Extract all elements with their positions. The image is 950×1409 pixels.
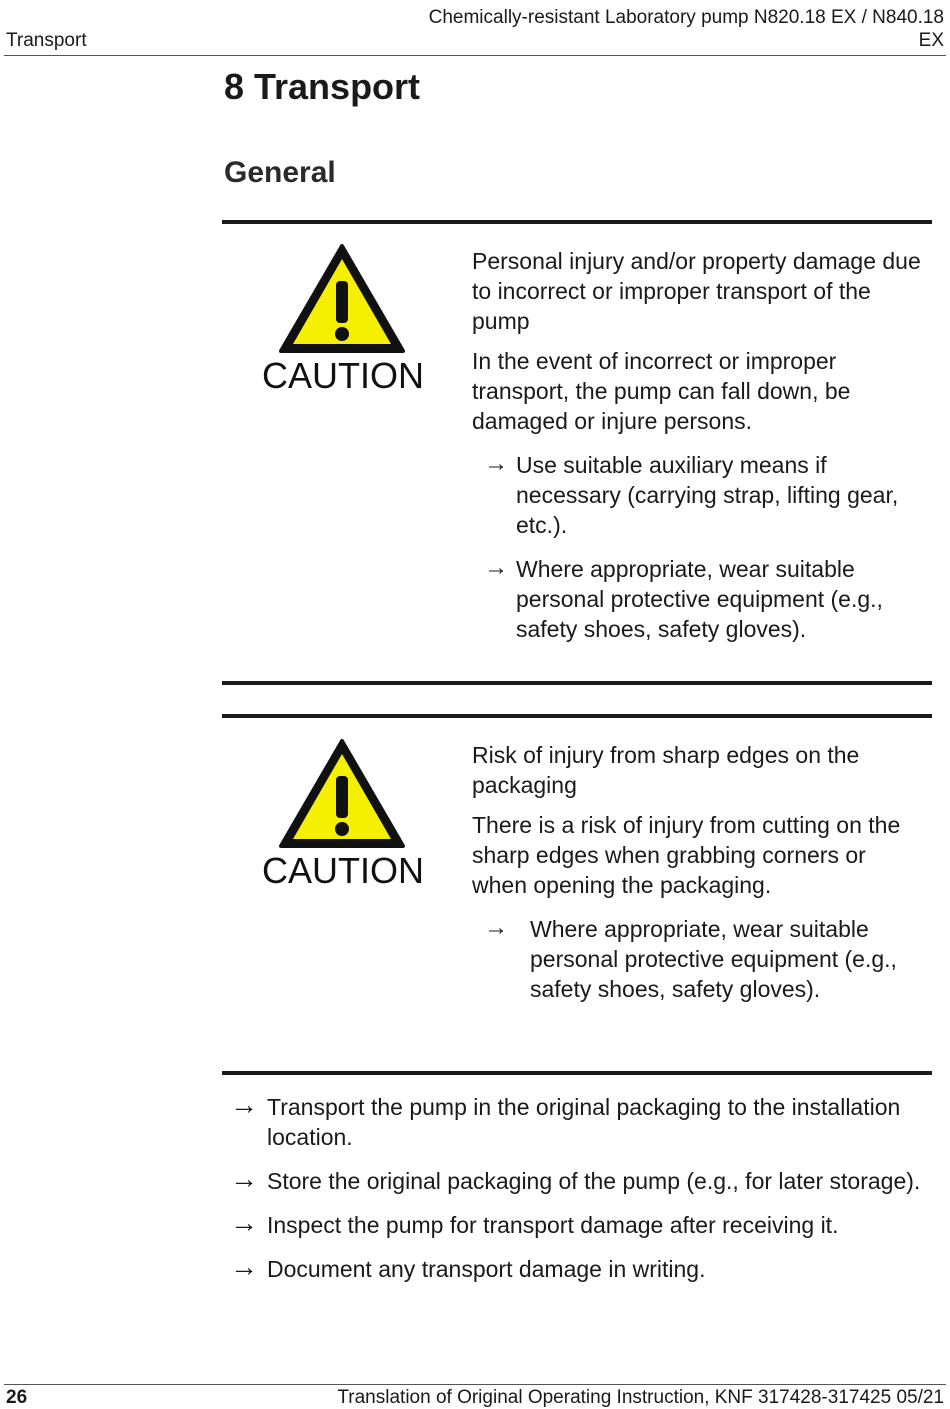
warning-1-top-rule	[222, 220, 932, 224]
footer-text: Translation of Original Operating Instruction, KNF 317428-317425 05/21	[337, 1387, 944, 1408]
warning-1-description: In the event of incorrect or improper transport, the pump can fall down, be damaged or injure persons.	[472, 348, 851, 434]
warning-1-step-text: Use suitable auxiliary means if necessary (carrying strap, lifting gear, etc.).	[516, 452, 899, 538]
warning-1-bottom-rule	[222, 681, 932, 685]
list-item-text: Store the original packaging of the pump (e.g., for later storage).	[267, 1168, 921, 1194]
warning-1-step-text: Where appropriate, wear suitable personal protective equipment (e.g., safety shoes, safety gloves).	[516, 556, 883, 642]
instruction-list	[230, 1089, 930, 1298]
header-title-line2: EX	[918, 30, 944, 51]
arrow-icon: →	[484, 914, 508, 941]
section-subheading: General	[224, 156, 336, 189]
header-section: Transport	[6, 30, 87, 51]
list-item	[230, 1251, 930, 1284]
caution-label: CAUTION	[262, 355, 424, 396]
arrow-icon: →	[230, 1163, 258, 1194]
warning-2-step-text: Where appropriate, wear suitable personal protective equipment (e.g., safety shoes, safety gloves).	[530, 916, 897, 1002]
list-item-text: Transport the pump in the original packaging to the installation location.	[267, 1094, 901, 1150]
warning-triangle-icon	[278, 243, 406, 355]
warning-2-description: There is a risk of injury from cutting on the sharp edges when grabbing corners or when opening the packaging.	[472, 812, 901, 898]
arrow-icon: →	[230, 1207, 258, 1238]
warning-1-step	[472, 450, 922, 540]
header-divider	[4, 55, 946, 56]
list-item	[230, 1089, 930, 1152]
warning-1-title: Personal injury and/or property damage due to incorrect or improper transport of the pump	[472, 248, 921, 334]
warning-2-step	[472, 914, 922, 1004]
warning-2-bottom-rule	[222, 1071, 932, 1075]
header-title	[429, 6, 944, 52]
caution-label: CAUTION	[262, 850, 424, 891]
warning-triangle-icon	[278, 738, 406, 850]
chapter-title: 8 Transport	[224, 66, 421, 107]
warning-2-title: Risk of injury from sharp edges on the packaging	[472, 742, 860, 798]
warning-2-text	[472, 740, 922, 1004]
arrow-icon: →	[484, 450, 508, 477]
list-item	[230, 1207, 930, 1240]
footer-divider	[4, 1384, 946, 1385]
arrow-icon: →	[230, 1089, 258, 1120]
arrow-icon: →	[230, 1251, 258, 1282]
warning-1-step	[472, 554, 922, 644]
header-title-line1: Chemically-resistant Laboratory pump N820.18 EX / N840.18	[428, 7, 944, 28]
list-item-text: Document any transport damage in writing.	[267, 1256, 706, 1282]
list-item	[230, 1163, 930, 1196]
page-number: 26	[6, 1387, 28, 1408]
list-item-text: Inspect the pump for transport damage after receiving it.	[267, 1212, 839, 1238]
warning-1-text	[472, 246, 922, 644]
arrow-icon: →	[484, 554, 508, 581]
warning-2-top-rule	[222, 714, 932, 718]
